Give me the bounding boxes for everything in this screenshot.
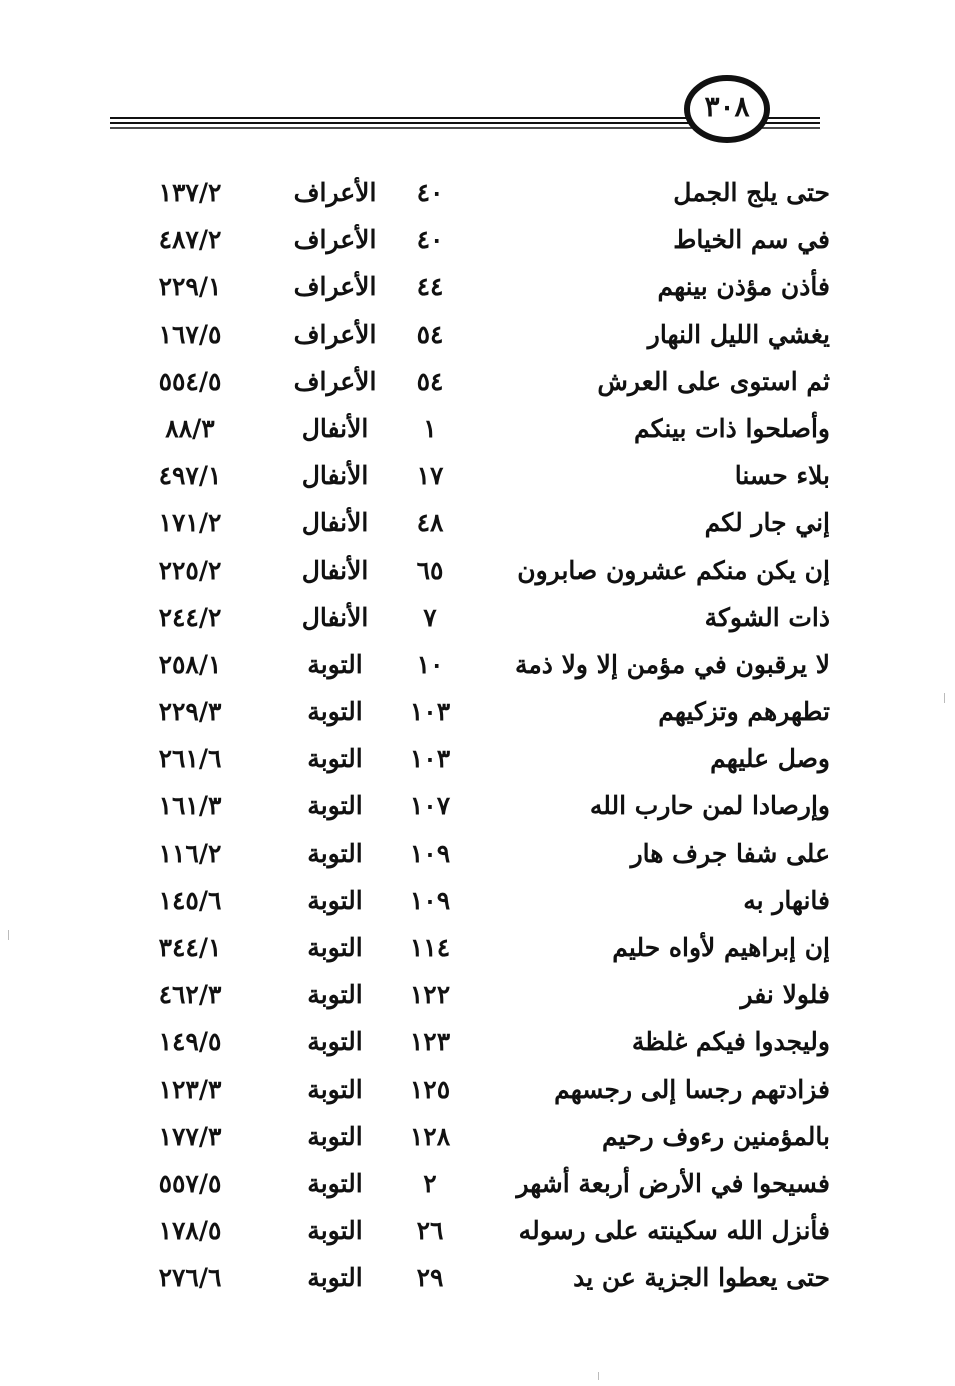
index-row bbox=[0, 689, 955, 736]
verse-phrase: حتى يعطوا الجزية عن يد bbox=[573, 1263, 830, 1293]
surah-name: التوبة bbox=[307, 1263, 363, 1293]
volume-page-ref: ١٦١/٣ bbox=[158, 791, 222, 821]
volume-page-ref: ٤٦٢/٣ bbox=[158, 980, 222, 1010]
volume-page-ref: ١٧١/٢ bbox=[158, 508, 222, 538]
volume-page-ref: ١٢٣/٣ bbox=[158, 1074, 222, 1104]
index-row bbox=[0, 170, 955, 217]
surah-name: الأعراف bbox=[293, 366, 377, 396]
verse-phrase: إن إبراهيم لأواه حليم bbox=[612, 933, 830, 962]
ayah-number: ١٢٢ bbox=[409, 980, 451, 1010]
margin-mark bbox=[598, 1372, 599, 1380]
ayah-number: ١٠٣ bbox=[409, 697, 451, 727]
index-row bbox=[0, 1114, 955, 1161]
ayah-number: ٦٥ bbox=[416, 555, 444, 585]
ayah-number: ١٠٣ bbox=[409, 744, 451, 774]
index-row bbox=[0, 783, 955, 830]
page-number: ٣٠٨ bbox=[704, 90, 750, 123]
surah-name: التوبة bbox=[307, 838, 363, 868]
ayah-number: ١٢٥ bbox=[409, 1074, 451, 1104]
surah-name: التوبة bbox=[307, 1121, 363, 1151]
surah-name: التوبة bbox=[307, 1027, 363, 1057]
verse-phrase: وصل عليهم bbox=[710, 744, 830, 774]
surah-name: الأنفال bbox=[301, 602, 369, 632]
volume-page-ref: ٢٥٨/١ bbox=[158, 649, 222, 679]
volume-page-ref: ١٤٩/٥ bbox=[158, 1027, 222, 1057]
ayah-number: ٢ bbox=[423, 1168, 437, 1198]
ayah-number: ٤٨ bbox=[416, 508, 444, 538]
verse-phrase: فسيحوا في الأرض أربعة أشهر bbox=[516, 1168, 830, 1198]
index-row bbox=[0, 1161, 955, 1208]
verse-phrase: فانهار به bbox=[743, 885, 830, 915]
surah-name: الأعراف bbox=[293, 225, 377, 255]
index-row bbox=[0, 1255, 955, 1302]
verse-phrase: بلاء حسنا bbox=[734, 461, 830, 491]
ayah-number: ١٠٩ bbox=[409, 885, 451, 915]
surah-name: الأنفال bbox=[301, 555, 369, 585]
verse-phrase: لا يرقبون في مؤمن إلا ولا ذمة bbox=[515, 649, 830, 679]
verse-phrase: وإرصادا لمن حارب الله bbox=[589, 791, 830, 821]
verse-phrase: يغشي الليل النهار bbox=[647, 319, 830, 349]
verse-phrase: تطهرهم وتزكيهم bbox=[658, 697, 830, 727]
index-row bbox=[0, 1019, 955, 1066]
index-row bbox=[0, 1208, 955, 1255]
index-row bbox=[0, 595, 955, 642]
volume-page-ref: ١٧٨/٥ bbox=[158, 1216, 222, 1246]
surah-name: الأعراف bbox=[293, 272, 377, 302]
ayah-number: ٥٤ bbox=[416, 366, 444, 396]
ayah-number: ١١٤ bbox=[409, 933, 451, 962]
ayah-number: ٤٤ bbox=[416, 272, 444, 302]
verse-phrase: حتى يلج الجمل bbox=[673, 178, 830, 207]
index-row bbox=[0, 925, 955, 972]
verse-phrase: فأذن مؤذن بينهم bbox=[657, 272, 830, 302]
volume-page-ref: ٢٢٩/١ bbox=[158, 272, 222, 302]
volume-page-ref: ١٤٥/٦ bbox=[158, 885, 222, 915]
verse-phrase: فلولا نفر bbox=[740, 980, 830, 1010]
ayah-number: ١٢٨ bbox=[409, 1121, 451, 1151]
ayah-number: ١ bbox=[423, 413, 437, 443]
ayah-number: ٢٩ bbox=[416, 1263, 444, 1293]
ayah-number: ٤٠ bbox=[416, 225, 444, 255]
surah-name: الأعراف bbox=[293, 319, 377, 349]
ayah-number: ٧ bbox=[423, 602, 437, 632]
margin-mark bbox=[944, 693, 945, 703]
verse-phrase: إني جار لكم bbox=[704, 508, 830, 538]
surah-name: الأعراف bbox=[293, 178, 377, 207]
verse-phrase: إن يكن منكم عشرون صابرون bbox=[517, 555, 830, 585]
index-row bbox=[0, 217, 955, 264]
surah-name: الأنفال bbox=[301, 508, 369, 538]
surah-name: التوبة bbox=[307, 649, 363, 679]
ayah-number: ١٠٩ bbox=[409, 838, 451, 868]
volume-page-ref: ٨٨/٣ bbox=[165, 413, 215, 443]
index-row bbox=[0, 453, 955, 500]
index-row bbox=[0, 642, 955, 689]
surah-name: التوبة bbox=[307, 744, 363, 774]
verse-phrase: وأصلحوا ذات بينكم bbox=[633, 413, 830, 443]
index-row bbox=[0, 264, 955, 311]
volume-page-ref: ٢٤٤/٢ bbox=[158, 602, 222, 632]
volume-page-ref: ٤٨٧/٢ bbox=[158, 225, 222, 255]
index-table bbox=[0, 170, 955, 1303]
verse-phrase: في سم الخياط bbox=[673, 225, 830, 255]
verse-phrase: بالمؤمنين رءوف رحيم bbox=[601, 1121, 830, 1151]
ayah-number: ٤٠ bbox=[416, 178, 444, 207]
volume-page-ref: ٣٤٤/١ bbox=[158, 933, 222, 962]
surah-name: التوبة bbox=[307, 697, 363, 727]
volume-page-ref: ٥٥٤/٥ bbox=[158, 366, 222, 396]
margin-mark bbox=[8, 930, 9, 940]
ayah-number: ١٠ bbox=[416, 649, 444, 679]
surah-name: التوبة bbox=[307, 1168, 363, 1198]
volume-page-ref: ١٧٧/٣ bbox=[158, 1121, 222, 1151]
index-row bbox=[0, 736, 955, 783]
surah-name: التوبة bbox=[307, 933, 363, 962]
ayah-number: ١٢٣ bbox=[409, 1027, 451, 1057]
surah-name: التوبة bbox=[307, 885, 363, 915]
volume-page-ref: ٢٢٩/٣ bbox=[158, 697, 222, 727]
ayah-number: ٢٦ bbox=[416, 1216, 444, 1246]
surah-name: التوبة bbox=[307, 1074, 363, 1104]
verse-phrase: فزادتهم رجسا إلى رجسهم bbox=[554, 1074, 830, 1104]
index-row bbox=[0, 548, 955, 595]
index-row bbox=[0, 406, 955, 453]
ayah-number: ٥٤ bbox=[416, 319, 444, 349]
verse-phrase: ثم استوى على العرش bbox=[597, 366, 830, 396]
verse-phrase: فأنزل الله سكينته على رسوله bbox=[518, 1216, 830, 1246]
surah-name: التوبة bbox=[307, 980, 363, 1010]
volume-page-ref: ١٦٧/٥ bbox=[158, 319, 222, 349]
surah-name: التوبة bbox=[307, 791, 363, 821]
index-row bbox=[0, 831, 955, 878]
index-row bbox=[0, 359, 955, 406]
index-row bbox=[0, 312, 955, 359]
verse-phrase: على شفا جرف هار bbox=[630, 838, 830, 868]
volume-page-ref: ١١٦/٢ bbox=[158, 838, 222, 868]
verse-phrase: وليجدوا فيكم غلظة bbox=[631, 1027, 830, 1057]
index-row bbox=[0, 500, 955, 547]
surah-name: التوبة bbox=[307, 1216, 363, 1246]
volume-page-ref: ٥٥٧/٥ bbox=[158, 1168, 222, 1198]
ayah-number: ١٠٧ bbox=[409, 791, 451, 821]
volume-page-ref: ١٣٧/٢ bbox=[158, 178, 222, 207]
volume-page-ref: ٢٧٦/٦ bbox=[158, 1263, 222, 1293]
verse-phrase: ذات الشوكة bbox=[704, 602, 830, 632]
index-row bbox=[0, 1067, 955, 1114]
volume-page-ref: ٤٩٧/١ bbox=[158, 461, 222, 491]
index-row bbox=[0, 878, 955, 925]
ayah-number: ١٧ bbox=[416, 461, 444, 491]
surah-name: الأنفال bbox=[301, 413, 369, 443]
index-row bbox=[0, 972, 955, 1019]
volume-page-ref: ٢٦١/٦ bbox=[158, 744, 222, 774]
surah-name: الأنفال bbox=[301, 461, 369, 491]
volume-page-ref: ٢٢٥/٢ bbox=[158, 555, 222, 585]
